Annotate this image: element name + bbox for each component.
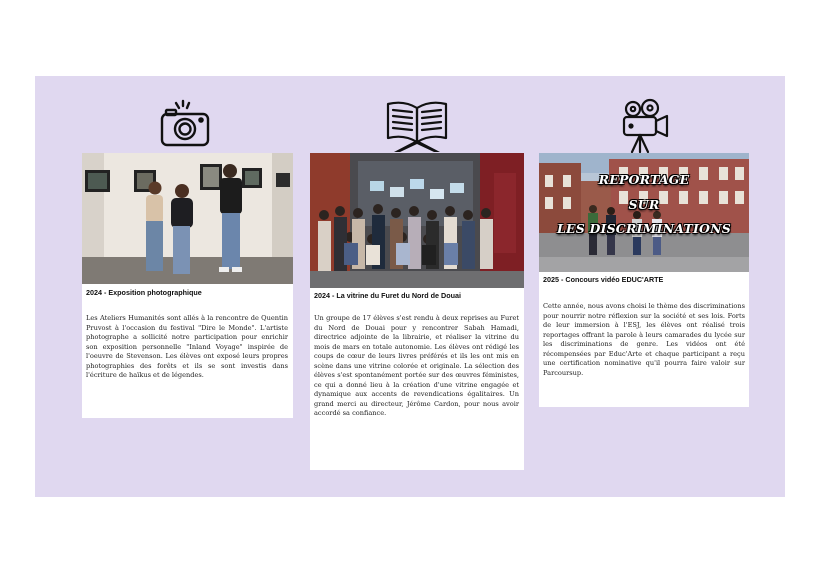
camera-icon <box>159 99 213 153</box>
open-book-icon <box>384 98 450 154</box>
card-title: 2025 - Concours vidéo EDUC'ARTE <box>543 275 664 284</box>
card-description: Cette année, nous avons choisi le thème des discriminations pour nourrir notre réflexion sur la société et ses lois. Forts de leur immersion à l'ESJ, les élèves ont réalisé trois reportages offrant la parole à leurs camarades du lycée sur les discriminations de genre. Les vidéos ont été récompensées par Educ'Arte et chaque participant a reçu une certification nominative qu'il pourra faire valoir sur Parcoursup. <box>543 302 745 377</box>
card-title: 2024 - Exposition photographique <box>86 288 202 297</box>
card-description: Les Ateliers Humanités sont allés à la rencontre de Quentin Pruvost à l'occasion du festival "Dire le Monde". L'artiste photographe a sollicité notre participation pour enrichir son exposition personnelle "Inland Voyage" inspirée de l'oeuvre de Stevenson. Les élèves ont exposé leurs propres photographies des forêts et ils se sont investis dans l'écriture de haïkus et de légendes. <box>86 314 288 380</box>
card-exposition <box>82 153 293 418</box>
overlay-line-3: LES DISCRIMINATIONS <box>556 221 731 236</box>
film-camera-icon <box>619 98 671 154</box>
photo-vitrine <box>310 153 524 288</box>
overlay-line-2: SUR <box>628 197 660 212</box>
card-reportage <box>539 153 749 407</box>
photo-exposition <box>82 153 293 284</box>
card-vitrine <box>310 153 524 470</box>
overlay-line-1: REPORTAGE <box>598 172 690 187</box>
photo-reportage <box>539 153 749 272</box>
card-title: 2024 - La vitrine du Furet du Nord de Douai <box>314 291 461 300</box>
card-description: Un groupe de 17 élèves s'est rendu à deux reprises au Furet du Nord de Douai pour y rencontrer Sabah Hamadi, directrice adjointe de la librairie, et réaliser la vitrine du mois de mars en totale autonomie. Les élèves ont rédigé les coups de cœur de leurs livres préférés et ils les ont mis en scène dans une vitrine colorée et originale. La sélection des élèves s'est spontanément portée sur des œuvres féministes, ce qui a donné lieu à la création d'une vitrine engagée et dynamique aux accents de revendications égalitaires. Un grand merci au directeur, Jérôme Cardon, pour nous avoir accordé sa confiance. <box>314 314 519 418</box>
